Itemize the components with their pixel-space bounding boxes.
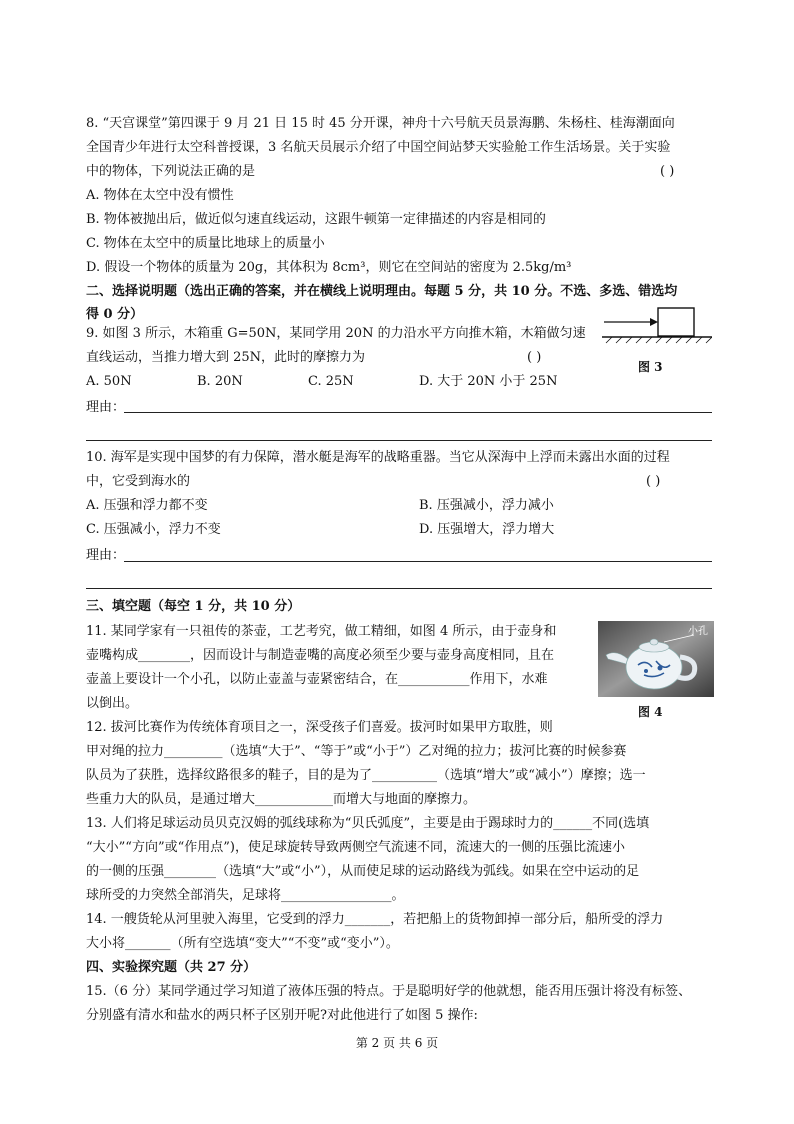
q8-option-a: A. 物体在太空中没有惯性 — [86, 188, 234, 203]
section-2-title-line-2: 得 0 分） — [86, 307, 144, 322]
q8-line-2: 全国青少年进行太空科普授课，3 名航天员展示介绍了中国空间站梦天实验舱工作生活场景。关于实验 — [86, 140, 671, 155]
q12-line-3: 队员为了获胜，选择纹路很多的鞋子，目的是为了__________（选填“增大”或“减小”）摩擦；选一 — [86, 768, 646, 783]
figure-4 — [598, 621, 714, 717]
q10-option-b: B. 压强减小，浮力减小 — [419, 498, 554, 513]
box-push-diagram — [602, 302, 712, 350]
q9-reason-line-1[interactable] — [124, 412, 712, 413]
q13-line-1: 13. 人们将足球运动员贝克汉姆的弧线球称为“贝氏弧度”，主要是由于踢球时力的______不同(选填 — [86, 816, 650, 831]
q15-line-1: 15.（6 分）某同学通过学习知道了液体压强的特点。于是聪明好学的他就想，能否用压强计将没有标签、 — [86, 984, 692, 999]
q9-option-d: D. 大于 20N 小于 25N — [419, 374, 558, 389]
q9-line-1: 9. 如图 3 所示，木箱重 G=50N，某同学用 20N 的力沿水平方向推木箱，木箱做匀速 — [86, 326, 586, 341]
figure-4-caption: 图 4 — [638, 705, 663, 719]
q10-reason-label: 理由： — [86, 548, 126, 563]
q8-option-b: B. 物体被抛出后，做近似匀速直线运动，这跟牛顿第一定律描述的内容是相同的 — [86, 212, 546, 227]
q10-line-2: 中，它受到海水的 — [86, 474, 191, 489]
hole-label: 小孔 — [688, 626, 708, 637]
q9-option-c: C. 25N — [308, 374, 354, 389]
page-number-footer: 第 2 页 共 6 页 — [355, 1036, 439, 1050]
q9-option-b: B. 20N — [197, 374, 243, 389]
section-2-title-line-1: 二、选择说明题（选出正确的答案，并在横线上说明理由。每题 5 分，共 10 分。不选、多选、错选均 — [86, 284, 678, 299]
q12-line-4: 些重力大的队员，是通过增大____________而增大与地面的摩擦力。 — [86, 792, 477, 807]
q8-line-3: 中的物体，下列说法正确的是 — [86, 164, 256, 179]
q8-option-c: C. 物体在太空中的质量比地球上的质量小 — [86, 236, 325, 251]
q9-answer-bracket: ( ) — [527, 350, 542, 365]
q12-line-1: 12. 拔河比赛作为传统体育项目之一，深受孩子们喜爱。拔河时如果甲方取胜，则 — [86, 720, 553, 735]
q10-option-c: C. 压强减小，浮力不变 — [86, 522, 221, 537]
q15-line-2: 分别盛有清水和盐水的两只杯子区别开呢?对此他进行了如图 5 操作: — [86, 1008, 478, 1023]
q13-line-4: 球所受的力突然全部消失，足球将_________________。 — [86, 888, 405, 903]
q10-reason-line-1[interactable] — [124, 561, 712, 562]
ground-hatching — [606, 337, 712, 343]
section-3-title: 三、填空题（每空 1 分，共 10 分） — [86, 599, 301, 614]
q10-answer-bracket: ( ) — [646, 474, 661, 489]
q8-answer-bracket: ( ) — [660, 164, 675, 179]
teapot-photo — [598, 621, 714, 697]
q8-option-d: D. 假设一个物体的质量为 20g，其体积为 8cm³，则它在空间站的密度为 2.5kg/m³ — [86, 260, 572, 275]
q10-reason-line-2[interactable] — [86, 588, 712, 589]
q10-option-a: A. 压强和浮力都不变 — [86, 498, 208, 513]
q9-reason-line-2[interactable] — [86, 440, 712, 441]
q8-line-1: 8. “天宫课堂”第四课于 9 月 21 日 15 时 45 分开课，神舟十六号航天员景海鹏、朱杨柱、桂海潮面向 — [86, 116, 675, 131]
q11-line-3: 壶盖上要设计一个小孔，以防止壶盖与壶紧密结合，在___________作用下，水难 — [86, 672, 548, 687]
q12-line-2: 甲对绳的拉力_________（选填“大于”、“等于”或“小于”）乙对绳的拉力；拔河比赛的时候参赛 — [86, 744, 627, 759]
figure-3-caption: 图 3 — [638, 360, 663, 374]
q9-line-2: 直线运动，当推力增大到 25N，此时的摩擦力为 — [86, 350, 366, 365]
q11-line-4: 以倒出。 — [86, 696, 139, 711]
section-4-title: 四、实验探究题（共 27 分） — [86, 960, 257, 975]
wooden-box — [658, 308, 694, 336]
q13-line-2: “大小”“方向”或“作用点”)，使足球旋转导致两侧空气流速不同，流速大的一侧的压强比流速小 — [86, 840, 625, 855]
q13-line-3: 的一侧的压强________（选填“大”或“小”），从而使足球的运动路线为弧线。如果在空中运动的足 — [86, 864, 640, 879]
q14-line-1: 14. 一艘货轮从河里驶入海里，它受到的浮力_______，若把船上的货物卸掉一部分后，船所受的浮力 — [86, 912, 664, 927]
q10-line-1: 10. 海军是实现中国梦的有力保障，潜水艇是海军的战略重器。当它从深海中上浮而未露出水面的过程 — [86, 450, 670, 465]
q9-option-a: A. 50N — [86, 374, 132, 389]
q14-line-2: 大小将_______（所有空选填“变大”“不变”或“变小”）。 — [86, 936, 399, 951]
q11-line-2: 壶嘴构成________，因而设计与制造壶嘴的高度必须至少要与壶身高度相同，且在 — [86, 648, 555, 663]
q9-reason-label: 理由： — [86, 400, 126, 415]
force-arrow-head — [650, 318, 658, 326]
teapot-knob — [650, 639, 658, 645]
q11-line-1: 11. 某同学家有一只祖传的茶壶，工艺考究，做工精细，如图 4 所示，由于壶身和 — [86, 624, 557, 639]
figure-3 — [602, 302, 712, 374]
q10-option-d: D. 压强增大，浮力增大 — [419, 522, 555, 537]
